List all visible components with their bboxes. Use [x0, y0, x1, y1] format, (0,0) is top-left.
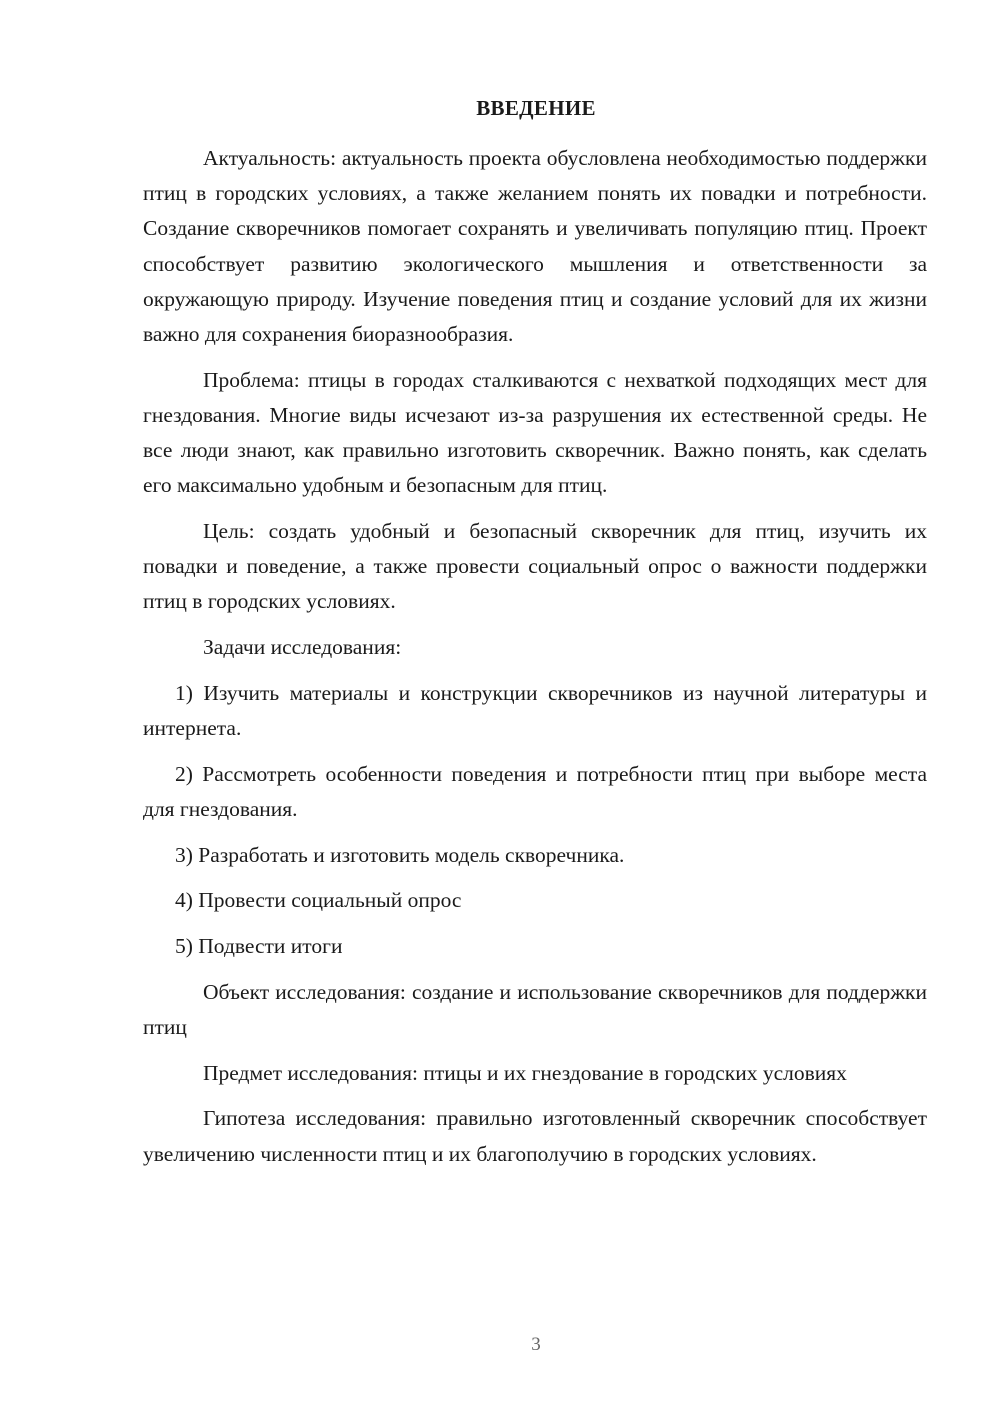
paragraph-hypothesis: Гипотеза исследования: правильно изготовленный скворечник способствует увеличению численности птиц и их благополучию в городских условиях.	[143, 1106, 927, 1166]
task-item-1: 1) Изучить материалы и конструкции скворечников из научной литературы и интернета.	[143, 680, 927, 741]
task-item-4: 4) Провести социальный опрос	[175, 888, 462, 913]
task-item-5: 5) Подвести итоги	[175, 934, 343, 959]
page-title: ВВЕДЕНИЕ	[476, 96, 596, 120]
task-item-3: 3) Разработать и изготовить модель скворечника.	[175, 842, 625, 867]
task-item-2: 2) Рассмотреть особенности поведения и потребности птиц при выборе места для гнездования.	[143, 761, 927, 821]
document-body	[143, 141, 927, 1182]
paragraph-problem: Проблема: птицы в городах сталкиваются с нехваткой подходящих мест для гнездования. Многие виды исчезают из-за разрушения их естественной среды. Не все люди знают, как правильно изготовить скворечник. Важно понять, как сделать его максимально удобным и безопасным для птиц.	[143, 367, 927, 498]
tasks-heading: Задачи исследования:	[203, 635, 402, 660]
paragraph-goal: Цель: создать удобный и безопасный скворечник для птиц, изучить их повадки и поведение, а также провести социальный опрос о важности поддержки птиц в городских условиях.	[143, 519, 927, 614]
paragraph-relevance: Актуальность: актуальность проекта обусловлена необходимостью поддержки птиц в городских условиях, а также желанием понять их повадки и потребности. Создание скворечников помогает сохранять и увеличивать популяцию птиц. Проект способствует развитию экологического мышления и ответственности за окружающую природу. Изучение поведения птиц и создание условий для их жизни важно для сохранения биоразнообразия.	[143, 146, 927, 347]
paragraph-subject: Предмет исследования: птицы и их гнездование в городских условиях	[203, 1060, 847, 1085]
paragraph-object: Объект исследования: создание и использование скворечников для поддержки птиц	[143, 979, 927, 1039]
page-number: 3	[531, 1334, 541, 1355]
